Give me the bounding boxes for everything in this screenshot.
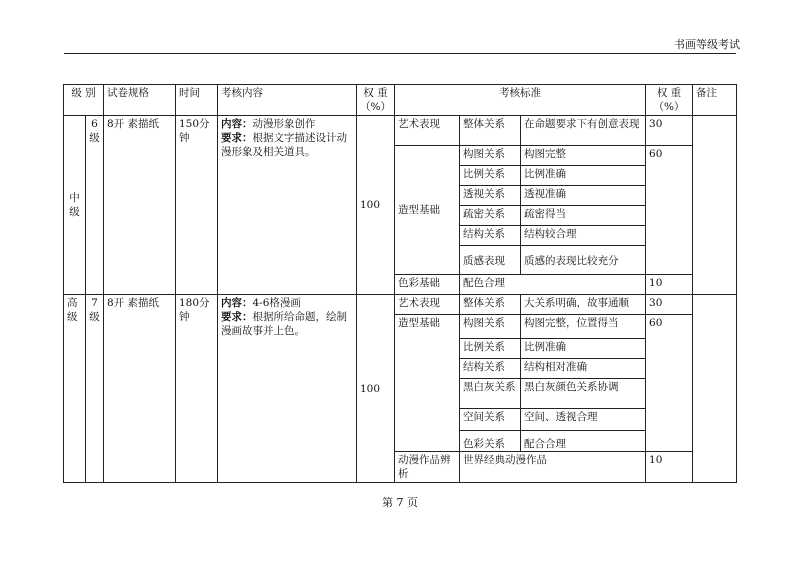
shape-desc-list xyxy=(521,146,646,275)
sub-criterion: 疏密关系 xyxy=(460,206,520,226)
sub-criterion: 质感表现 xyxy=(463,255,505,267)
criterion-desc: 比例准确 xyxy=(521,166,645,186)
criterion-desc: 黑白灰颜色关系协调 xyxy=(521,379,645,409)
category-shape: 造型基础 xyxy=(395,315,460,452)
criterion-desc: 构图完整 xyxy=(521,146,645,166)
content-intermediate xyxy=(218,116,357,295)
content-text: 4-6格漫画 xyxy=(252,297,301,309)
criterion-desc: 在命题要求下有创意表现 xyxy=(521,116,646,146)
shape-desc-list xyxy=(521,315,646,452)
category-shape: 造型基础 xyxy=(395,146,460,275)
criterion-desc: 配合合理 xyxy=(524,438,566,450)
sub-criterion: 色彩关系 xyxy=(463,438,505,450)
note-intermediate xyxy=(693,116,737,295)
requirement-label: 要求： xyxy=(221,311,253,323)
weight-intermediate: 100 xyxy=(357,116,395,295)
shape-sub-list xyxy=(460,146,521,275)
content-label: 内容： xyxy=(221,118,253,130)
criterion-desc: 结构较合理 xyxy=(521,226,645,246)
paper-advanced: 8开 素描纸 xyxy=(104,295,176,483)
criterion-desc: 配色合理 xyxy=(460,275,646,295)
criterion-desc: 世界经典动漫作品 xyxy=(460,452,646,483)
header-level: 级 别 xyxy=(64,85,104,116)
sub-criterion: 构图关系 xyxy=(460,146,520,166)
criterion-desc: 构图完整，位置得当 xyxy=(521,315,645,339)
content-text: 动漫形象创作 xyxy=(252,118,316,130)
table-row xyxy=(64,295,737,315)
weight-art: 30 xyxy=(646,116,693,146)
header-weight: 权 重（%） xyxy=(357,85,395,116)
content-label: 内容： xyxy=(221,297,253,309)
weight-art: 30 xyxy=(646,295,693,315)
paper-intermediate: 8开 素描纸 xyxy=(104,116,176,295)
table-row xyxy=(64,116,737,146)
weight-identify: 10 xyxy=(646,452,693,483)
document-header-title: 书画等级考试 xyxy=(674,38,740,51)
weight-advanced: 100 xyxy=(357,295,395,483)
sub-criterion: 构图关系 xyxy=(460,315,520,339)
exam-standards-table xyxy=(63,84,737,483)
header-note: 备注 xyxy=(693,85,737,116)
requirement-text: 根据所给命题，绘制漫画故事并上色。 xyxy=(221,311,347,337)
sub-criterion: 透视关系 xyxy=(460,186,520,206)
weight-shape: 60 xyxy=(646,315,693,452)
criterion-desc: 比例准确 xyxy=(521,339,645,359)
sub-criterion: 比例关系 xyxy=(460,166,520,186)
criterion-desc: 质感的表现比较充分 xyxy=(524,255,619,267)
criterion-desc: 结构相对准确 xyxy=(521,359,645,379)
sub-criterion: 整体关系 xyxy=(460,116,521,146)
level-6: 6级 xyxy=(86,116,104,295)
requirement-text: 根据文字描述设计动漫形象及相关道具。 xyxy=(221,132,347,158)
header-weight-2: 权 重（%） xyxy=(646,85,693,116)
sub-criterion: 空间关系 xyxy=(460,409,520,431)
header-rule xyxy=(64,53,736,54)
header-time: 时间 xyxy=(176,85,218,116)
header-paper: 试卷规格 xyxy=(104,85,176,116)
requirement-label: 要求： xyxy=(221,132,253,144)
criterion-desc: 空间、透视合理 xyxy=(521,409,645,431)
content-advanced xyxy=(218,295,357,483)
shape-sub-list xyxy=(460,315,521,452)
sub-criterion: 结构关系 xyxy=(460,359,520,379)
sub-criterion: 整体关系 xyxy=(460,295,521,315)
time-intermediate: 150分钟 xyxy=(176,116,218,295)
criterion-desc: 透视准确 xyxy=(521,186,645,206)
criterion-desc: 疏密得当 xyxy=(521,206,645,226)
table-header-row xyxy=(64,85,737,116)
group-advanced: 高级 xyxy=(64,295,86,483)
level-7: 7级 xyxy=(86,295,104,483)
time-advanced: 180分钟 xyxy=(176,295,218,483)
category-color: 色彩基础 xyxy=(395,275,460,295)
sub-criterion: 黑白灰关系 xyxy=(460,379,520,409)
sub-criterion: 结构关系 xyxy=(460,226,520,246)
header-content: 考核内容 xyxy=(218,85,357,116)
category-identify: 动漫作品辨析 xyxy=(395,452,460,483)
group-intermediate: 中级 xyxy=(64,116,86,295)
weight-shape: 60 xyxy=(646,146,693,275)
header-criteria: 考核标准 xyxy=(395,85,646,116)
page-number: 第 7 页 xyxy=(382,496,418,509)
weight-color: 10 xyxy=(646,275,693,295)
sub-criterion: 比例关系 xyxy=(460,339,520,359)
note-advanced xyxy=(693,295,737,483)
criterion-desc: 大关系明确，故事通顺 xyxy=(521,295,646,315)
category-art: 艺术表现 xyxy=(395,295,460,315)
category-art: 艺术表现 xyxy=(395,116,460,146)
